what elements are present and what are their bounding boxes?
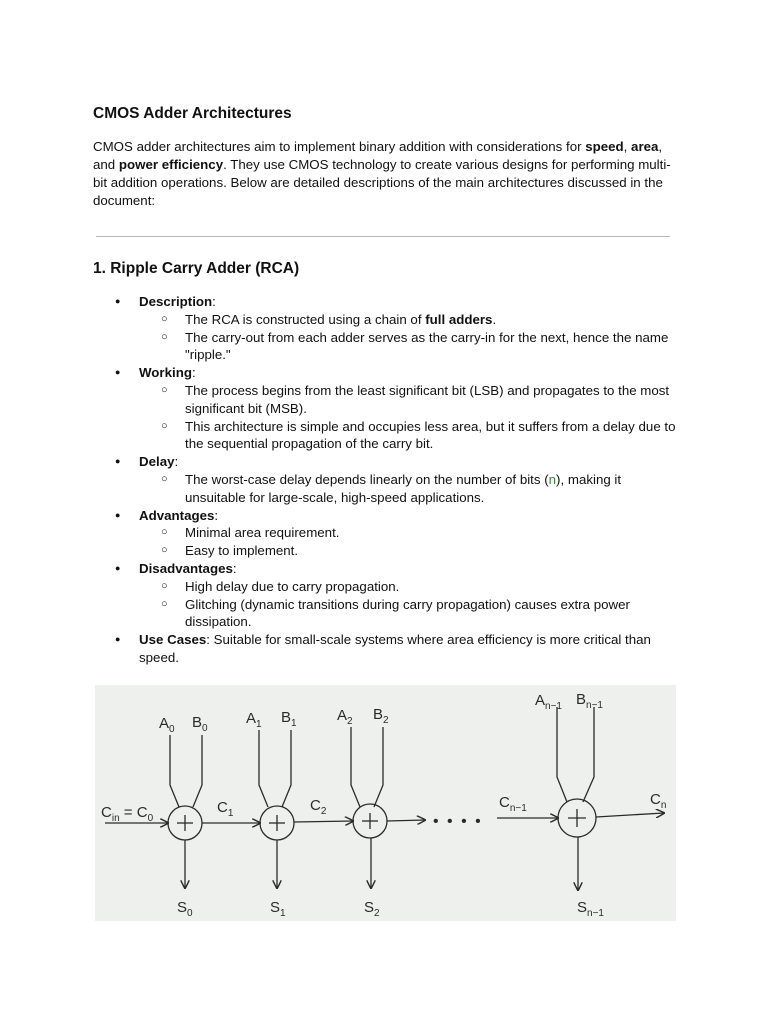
label-cn-minus-1: $C_{n-1}$ — [499, 794, 527, 814]
carry-wire-out-2 — [387, 820, 425, 821]
label-a1: $A_1$ — [246, 710, 262, 730]
variable-n: n — [548, 471, 557, 487]
list-item-working: ● Working: ○ The process begins from the least significant bit (LSB) and propagates to the most significant bit (MSB). ○ This architecture is simple and occupies less area, but it suffers from a delay due to the sequential propagation of the carry bit. — [139, 364, 679, 453]
list-item-delay: ● Delay: ○ The worst-case delay depends linearly on the number of bits (n), making it unsuitable for large-scale, high-speed applications. — [139, 453, 679, 506]
keyword-area: area — [631, 139, 659, 154]
label-b0: $B_0$ — [192, 714, 208, 734]
sub-list — [139, 578, 679, 631]
label-b2: $B_2$ — [373, 706, 389, 726]
list-item: ○ Minimal area requirement. — [185, 524, 679, 542]
input-wire-an — [557, 707, 567, 802]
sub-list — [139, 382, 679, 453]
label-a2: $A_2$ — [337, 707, 353, 727]
input-wire-a2 — [351, 727, 360, 807]
input-wire-b2 — [374, 727, 383, 807]
label-b1: $B_1$ — [281, 709, 297, 729]
list-item-description: ● Description: ○ The RCA is constructed using a chain of full adders. ○ The carry-out from each adder serves as the carry-in for the next, hence the name "ripple." — [139, 293, 679, 364]
input-wire-b0 — [193, 735, 202, 807]
input-wire-b1 — [282, 730, 291, 807]
input-wire-a1 — [259, 730, 268, 807]
label-s1: $S_1$ — [270, 899, 286, 919]
list-item-advantages: ● Advantages: ○ Minimal area requirement. ○ Easy to implement. — [139, 507, 679, 560]
sub-list — [139, 311, 679, 364]
label-a0: $A_0$ — [159, 715, 175, 735]
rca-bullet-list — [139, 293, 679, 667]
keyword-speed: speed — [585, 139, 624, 154]
list-item: ○ The worst-case delay depends linearly on the number of bits (n), making it unsuitable for large-scale, high-speed applications. — [185, 471, 679, 507]
carry-wire-c2 — [294, 821, 353, 822]
section-heading-rca: 1. Ripple Carry Adder (RCA) — [93, 260, 300, 277]
input-wire-bn — [583, 707, 594, 802]
label-cin: $C_{in} = C_0$ — [101, 804, 154, 824]
list-item: ○ Easy to implement. — [185, 542, 679, 560]
label-an-minus-1: $A_{n-1}$ — [535, 692, 562, 712]
label-s2: $S_2$ — [364, 899, 380, 919]
list-item: ○ High delay due to carry propagation. — [185, 578, 679, 596]
sub-list — [139, 524, 679, 560]
label-sn-minus-1: $S_{n-1}$ — [577, 899, 604, 919]
intro-paragraph: CMOS adder architectures aim to implement binary addition with considerations for speed, area, and power efficiency. They use CMOS technology to create various designs for performing multi-bit addition operations. Below are detailed descriptions of the main architectures discussed in the document: — [93, 139, 671, 208]
label-c2: $C_2$ — [310, 797, 327, 817]
rca-diagram-figure — [95, 685, 676, 921]
rca-diagram — [95, 685, 676, 921]
carry-out-wire — [596, 813, 664, 817]
list-item: ○ This architecture is simple and occupies less area, but it suffers from a delay due to the sequential propagation of the carry bit. — [185, 418, 679, 454]
label-bn-minus-1: $B_{n-1}$ — [576, 691, 603, 711]
label-s0: $S_0$ — [177, 899, 193, 919]
list-item: ○ Glitching (dynamic transitions during carry propagation) causes extra power dissipation. — [185, 596, 679, 632]
horizontal-divider — [96, 236, 670, 237]
label-cn: $C_n$ — [650, 791, 667, 811]
list-item-disadvantages: ● Disadvantages: ○ High delay due to carry propagation. ○ Glitching (dynamic transitions during carry propagation) causes extra power dissipation. — [139, 560, 679, 631]
list-item-use-cases: ● Use Cases: Suitable for small-scale systems where area efficiency is more critical than speed. — [139, 631, 679, 667]
keyword-power-efficiency: power efficiency — [118, 157, 224, 172]
ellipsis-dots: • • • • — [433, 813, 483, 830]
sub-list — [139, 471, 679, 507]
list-item: ○ The carry-out from each adder serves as the carry-in for the next, hence the name "ripple." — [185, 329, 679, 365]
page-title: CMOS Adder Architectures — [93, 105, 292, 122]
list-item: ○ The process begins from the least significant bit (LSB) and propagates to the most significant bit (MSB). — [185, 382, 679, 418]
list-item: ○ The RCA is constructed using a chain of full adders. — [185, 311, 679, 329]
label-c1: $C_1$ — [217, 799, 234, 819]
input-wire-a0 — [170, 735, 179, 807]
